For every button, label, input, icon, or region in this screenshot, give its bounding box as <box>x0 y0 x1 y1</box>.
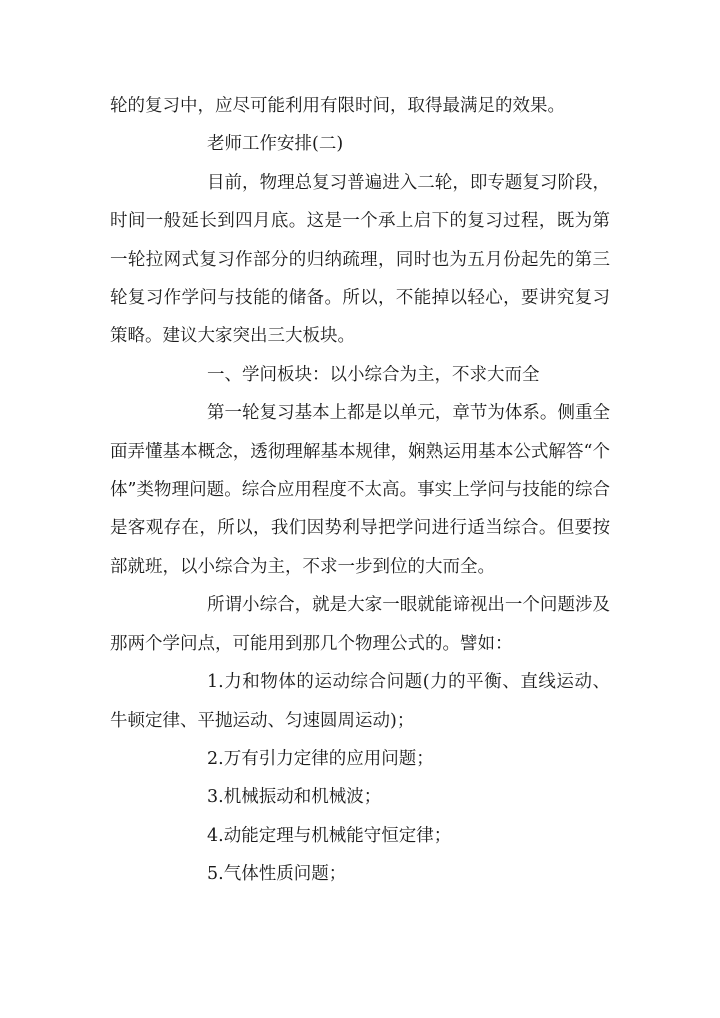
subsection-heading: 一、学问板块：以小综合为主，不求大而全 <box>207 364 540 385</box>
list-item: 1.力和物体的运动综合问题(力的平衡、直线运动、牛顿定律、平抛运动、匀速圆周运动)； <box>110 672 610 731</box>
list-item: 5.气体性质问题； <box>207 864 347 885</box>
paragraph-intro: 目前，物理总复习普遍进入二轮，即专题复习阶段，时间一般延长到四月底。这是一个承上启下的复习过程，既为第一轮拉网式复习作部分的归纳疏理，同时也为五月份起先的第三轮复习作学问与技能的储备。所以，不能掉以轻心，要讲究复习策略。建议大家突出三大板块。 <box>110 172 610 347</box>
paragraph-small-synthesis: 所谓小综合，就是大家一眼就能谛视出一个问题涉及那两个学问点，可能用到那几个物理公式的。譬如： <box>110 595 610 654</box>
paragraph-first-round: 第一轮复习基本上都是以单元，章节为体系。侧重全面弄懂基本概念，透彻理解基本规律，娴熟运用基本公式解答“个体”类物理问题。综合应用程度不太高。事实上学问与技能的综合是客观存在，所以，我们因势利导把学问进行适当综合。但要按部就班，以小综合为主，不求一步到位的大而全。 <box>110 403 610 577</box>
list-item: 2.万有引力定律的应用问题； <box>207 748 434 769</box>
list-item: 3.机械振动和机械波； <box>207 787 382 808</box>
list-item: 4.动能定理与机械能守恒定律； <box>207 825 452 846</box>
section-heading: 老师工作安排(二) <box>207 134 344 155</box>
document-body <box>110 87 610 894</box>
paragraph-continuation: 轮的复习中，应尽可能利用有限时间，取得最满足的效果。 <box>110 96 565 116</box>
